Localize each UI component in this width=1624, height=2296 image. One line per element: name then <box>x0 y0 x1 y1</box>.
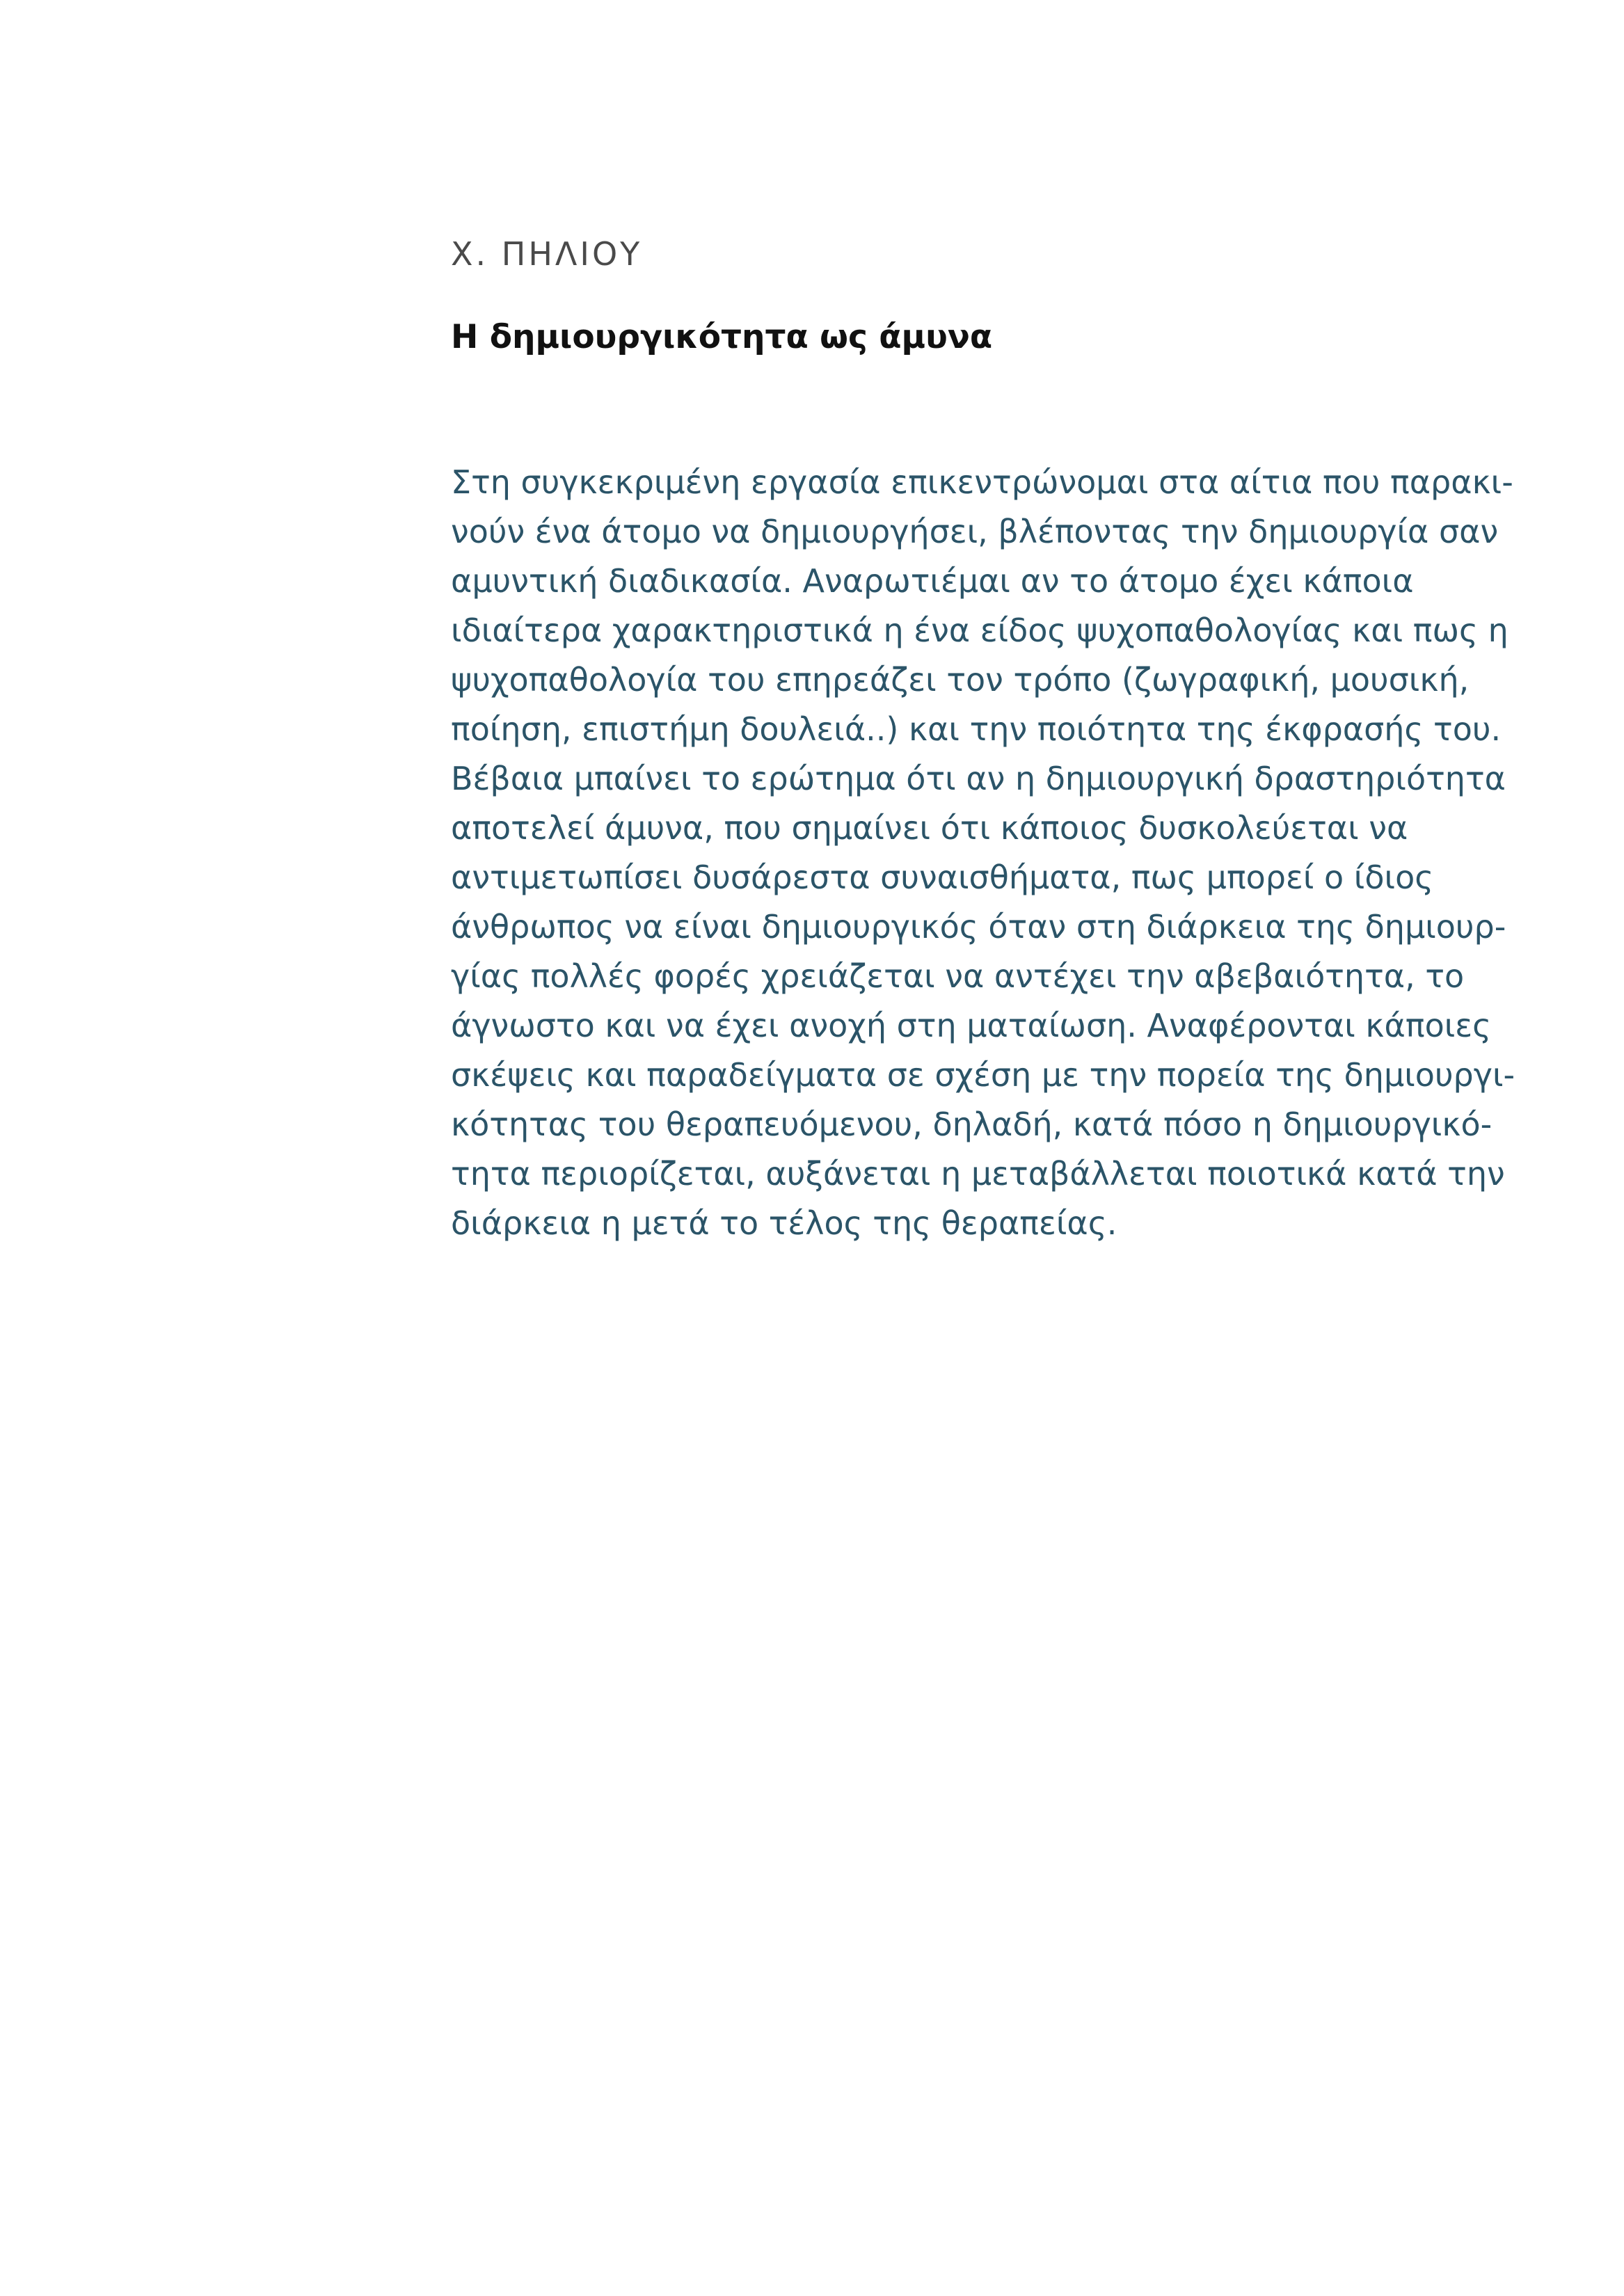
abstract-line: ποίηση, επιστήμη δουλειά..) και την ποιότητα της έκφρασής του. <box>451 710 1502 748</box>
abstract-paragraph <box>451 458 1536 1248</box>
abstract-line: ιδιαίτερα χαρακτηριστικά η ένα είδος ψυχοπαθολογίας και πως η <box>451 612 1508 649</box>
article-title: Η δημιουργικότητα ως άμυνα <box>451 318 993 356</box>
abstract-line: αντιμετωπίσει δυσάρεστα συναισθήματα, πως μπορεί ο ίδιος <box>451 859 1434 896</box>
abstract-line: αμυντική διαδικασία. Αναρωτιέμαι αν το άτομο έχει κάποια <box>451 562 1414 600</box>
abstract-line: Βέβαια μπαίνει το ερώτημα ότι αν η δημιουργική δραστηριότητα <box>451 760 1506 797</box>
abstract-line: διάρκεια η μετά το τέλος της θεραπείας. <box>451 1204 1117 1242</box>
abstract-line: αποτελεί άμυνα, που σημαίνει ότι κάποιος δυσκολεύεται να <box>451 809 1408 847</box>
abstract-line: νούν ένα άτομο να δημιουργήσει, βλέποντας την δημιουργία σαν <box>451 513 1499 550</box>
abstract-line: σκέψεις και παραδείγματα σε σχέση με την πορεία της δημιουργι- <box>451 1056 1515 1094</box>
abstract-line: γίας πολλές φορές χρειάζεται να αντέχει την αβεβαιότητα, το <box>451 957 1465 995</box>
abstract-line: Στη συγκεκριμένη εργασία επικεντρώνομαι στα αίτια που παρακι- <box>451 463 1513 501</box>
abstract-line: άνθρωπος να είναι δημιουργικός όταν στη διάρκεια της δημιουρ- <box>451 908 1506 946</box>
abstract-line: άγνωστο και να έχει ανοχή στη ματαίωση. Αναφέρονται κάποιες <box>451 1007 1492 1044</box>
abstract-line: ψυχοπαθολογία του επηρεάζει τον τρόπο (ζωγραφική, μουσική, <box>451 661 1470 699</box>
abstract-line: τητα περιορίζεται, αυξάνεται η μεταβάλλεται ποιοτικά κατά την <box>451 1155 1505 1193</box>
abstract-line: κότητας του θεραπευόμενου, δηλαδή, κατά πόσο η δημιουργικό- <box>451 1106 1492 1143</box>
author-name: Χ. ΠΗΛΙΟΥ <box>451 235 643 273</box>
